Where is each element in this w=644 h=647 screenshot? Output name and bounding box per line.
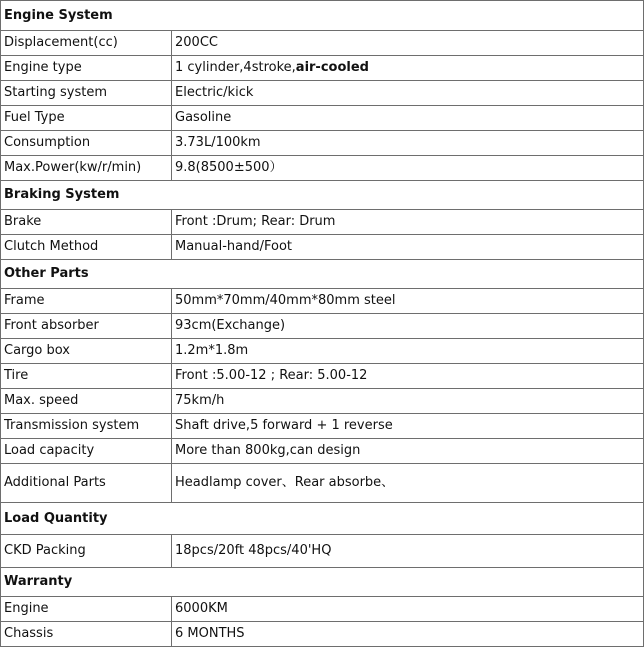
section-header-warranty <box>1 568 644 597</box>
row-value: Headlamp cover、Rear absorbe、 <box>172 464 644 503</box>
row-value: 50mm*70mm/40mm*80mm steel <box>172 289 644 314</box>
row-value: Manual-hand/Foot <box>172 235 644 260</box>
table-row <box>1 156 644 181</box>
row-value: 6000KM <box>172 597 644 622</box>
section-header-load-quantity <box>1 503 644 535</box>
table-row <box>1 597 644 622</box>
table-row <box>1 235 644 260</box>
row-value: 93cm(Exchange) <box>172 314 644 339</box>
section-title: Warranty <box>1 568 644 597</box>
row-value: 18pcs/20ft 48pcs/40'HQ <box>172 535 644 568</box>
row-value: 9.8(8500±500） <box>172 156 644 181</box>
table-row <box>1 389 644 414</box>
row-label: Frame <box>1 289 172 314</box>
section-title: Other Parts <box>1 260 644 289</box>
section-header-braking <box>1 181 644 210</box>
row-label: Max.Power(kw/r/min) <box>1 156 172 181</box>
row-label: Load capacity <box>1 439 172 464</box>
row-label: Consumption <box>1 131 172 156</box>
row-label: Tire <box>1 364 172 389</box>
section-title: Braking System <box>1 181 644 210</box>
table-row <box>1 364 644 389</box>
table-row <box>1 56 644 81</box>
row-value: Front :5.00-12 ; Rear: 5.00-12 <box>172 364 644 389</box>
section-header-other-parts <box>1 260 644 289</box>
table-row <box>1 339 644 364</box>
row-value: 3.73L/100km <box>172 131 644 156</box>
row-label: Engine <box>1 597 172 622</box>
row-label: Chassis <box>1 622 172 647</box>
row-value: Front :Drum; Rear: Drum <box>172 210 644 235</box>
row-label: Brake <box>1 210 172 235</box>
row-value: 75km/h <box>172 389 644 414</box>
table-row <box>1 31 644 56</box>
row-label: Transmission system <box>1 414 172 439</box>
row-value: 1.2m*1.8m <box>172 339 644 364</box>
row-label: Cargo box <box>1 339 172 364</box>
table-row <box>1 464 644 503</box>
section-title: Load Quantity <box>1 503 644 535</box>
table-row <box>1 131 644 156</box>
table-row <box>1 289 644 314</box>
table-row <box>1 314 644 339</box>
row-label: Front absorber <box>1 314 172 339</box>
row-value: More than 800kg,can design <box>172 439 644 464</box>
table-row <box>1 81 644 106</box>
row-value: Electric/kick <box>172 81 644 106</box>
row-label: Additional Parts <box>1 464 172 503</box>
table-row <box>1 535 644 568</box>
row-value-text: 1 cylinder,4stroke, <box>175 60 296 75</box>
row-value-bold: air-cooled <box>295 60 369 75</box>
row-value: 200CC <box>172 31 644 56</box>
row-value: Shaft drive,5 forward + 1 reverse <box>172 414 644 439</box>
row-label: Starting system <box>1 81 172 106</box>
row-label: Clutch Method <box>1 235 172 260</box>
row-label: Fuel Type <box>1 106 172 131</box>
row-label: Max. speed <box>1 389 172 414</box>
row-label: Engine type <box>1 56 172 81</box>
table-row <box>1 106 644 131</box>
section-title: Engine System <box>1 1 644 31</box>
row-label: Displacement(cc) <box>1 31 172 56</box>
section-header-engine <box>1 1 644 31</box>
table-row <box>1 622 644 647</box>
row-label: CKD Packing <box>1 535 172 568</box>
row-value: 6 MONTHS <box>172 622 644 647</box>
row-value: Gasoline <box>172 106 644 131</box>
table-row <box>1 439 644 464</box>
table-row <box>1 210 644 235</box>
row-value <box>172 56 644 81</box>
table-row <box>1 414 644 439</box>
